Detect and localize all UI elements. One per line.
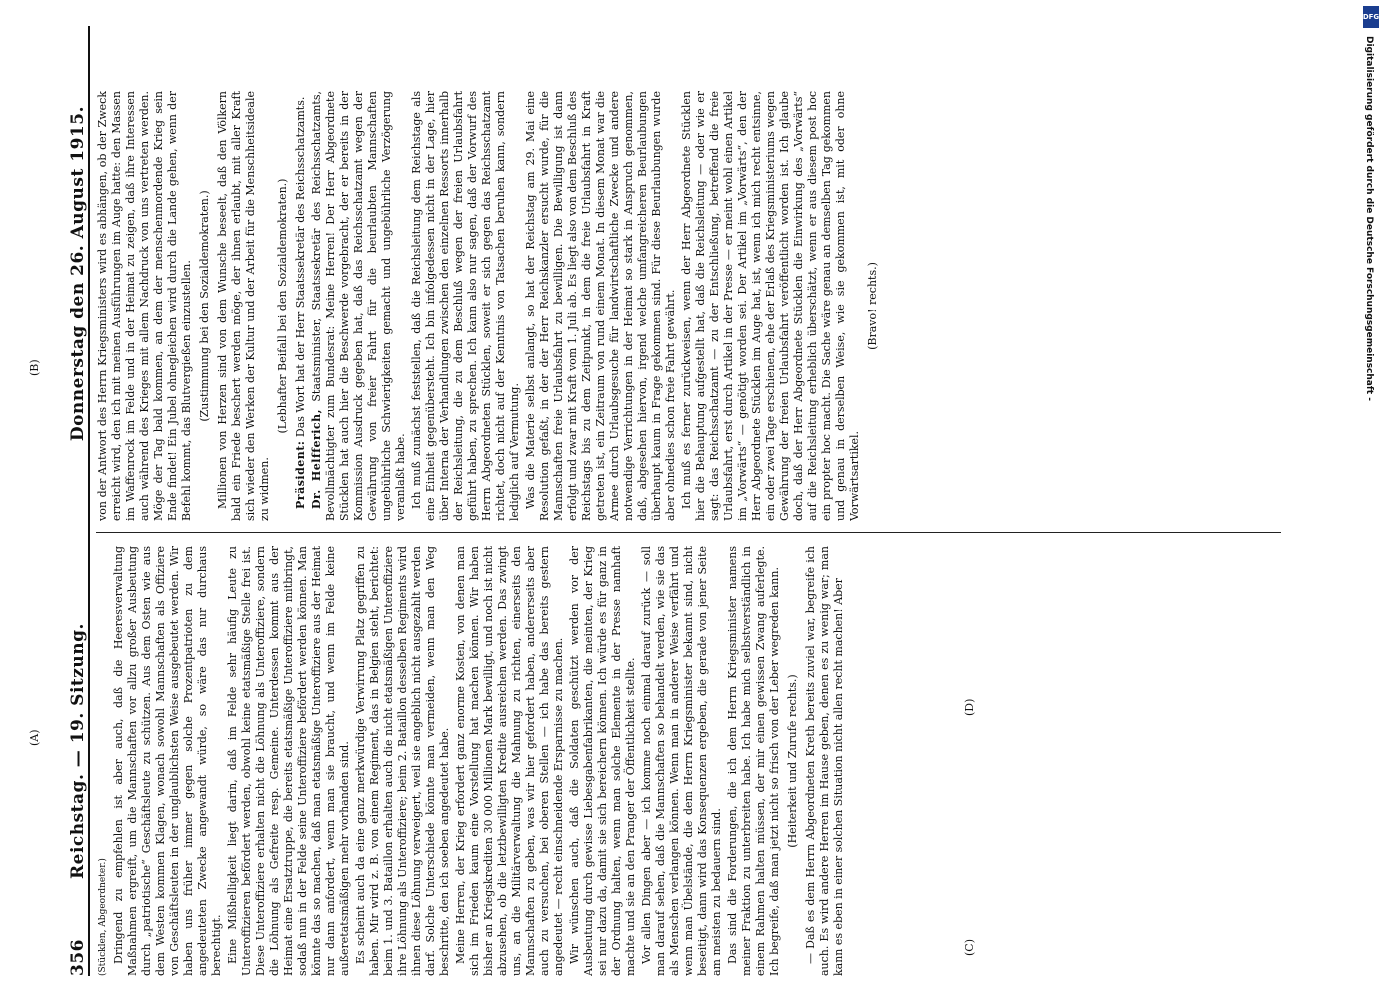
paragraph: Dringend zu empfehlen ist aber auch, daß die Heeresverwaltung Maßnahmen ergreift, um die Mannschaften vor allzu großer Ausbeutung durch „patriotische“ Geschäftsleute zu schützen. Aus dem Osten wie aus dem Westen kommen Klagen, wonach sowohl Mannschaften als Offiziere von Geschäftsleuten in der unglaublichsten Weise ausgebeutet werden. Wir haben uns früher immer gegen solche Prozentpatrioten zu dem angedeuteten Zwecke angewandt würde, so wäre das nur durchaus berechtigt.	[112, 546, 223, 976]
stage-direction: (Bravo! rechts.)	[866, 262, 879, 350]
margin-marker-d: (D)	[963, 698, 976, 716]
helfferich-statement	[310, 91, 408, 521]
left-column	[96, 546, 1281, 976]
helfferich-intro: Staatsminister, Staatssekretär des Reichsschatzamts, Bevollmächtigter zum Bundesrat: Meine Herren! Der Herr Abgeordnete Stücklen hat auch hier die Beschwerde vorgebracht, der er bereits in der Kommission Ausdruck gegeben hat, daß das Reichsschatzamt wegen der Gewährung von freier Fahrt für die beurlaubten Mannschaften ungebührliche Schwierigkeiten gemacht und ungebührliche Verzögerung veranlaßt habe.	[310, 91, 407, 521]
dfg-logo: DFG	[1363, 6, 1379, 28]
column-divider	[96, 532, 1281, 533]
digitization-credit: Digitalisierung gefördert durch die Deutsche Forschungsgemeinschaft -	[1364, 36, 1374, 401]
helfferich-speaker: Dr. Helfferich,	[310, 409, 323, 509]
right-column	[96, 91, 1281, 521]
stage-direction: (Zustimmung bei den Sozialdemokraten.)	[198, 190, 211, 422]
paragraph: Das sind die Forderungen, die ich dem Herrn Kriegsminister namens meiner Fraktion zu unterbreiten habe. Ich habe mich selbstverständlich in einem Rahmen halten müssen, der mir einen gewissen Zwang auferlegte. Ich begreife, daß man jetzt nicht so frisch von der Leber wegreden kann.	[726, 546, 781, 976]
paragraph: Meine Herren, der Krieg erfordert ganz enorme Kosten, von denen man sich im Frieden kaum eine Vorstellung hat machen können. Wir haben bisher an Kriegskrediten 30 000 Millionen Mark bewilligt, und noch ist nicht abzusehen, ob die letztbewilligten Kredite ausreichen werden. Das zwingt uns, an die Militärverwaltung die Mahnung zu richten, einerseits den Mannschaften zu geben, was wir hier gefordert haben, andererseits aber auch zu versuchen, bei oberen Stellen — ich habe das bereits gestern angedeutet — recht einschneidende Ersparnisse zu machen.	[454, 546, 565, 976]
president-statement	[294, 91, 308, 521]
session-title: Reichstag. — 19. Sitzung.	[68, 623, 88, 879]
paragraph: Was die Materie selbst anlangt, so hat der Reichstag am 29. Mai eine Resolution gefaßt, in der der Herr Reichskanzler ersucht wurde, für die Mannschaften freie Urlaubsfahrt zu bewilligen. Die Bewilligung ist dann erfolgt und zwar mit Kraft vom 1. Juli ab. Es liegt also von dem Beschluß des Reichstags bis zu dem Zeitpunkt, in dem die freie Urlaubsfahrt in Kraft getreten ist, ein Zeitraum von rund einem Monat. In diesem Monat war die Armee durch Urlaubsgesuche für landwirtschaftliche Zwecke und andere notwendige Verrichtungen in der Heimat so stark in Anspruch genommen, daß, abgesehen hiervon, irgend welche umfangreicheren Beurlaubungen überhaupt kaum in Frage gekommen sind. Für diese Beurlaubungen wurde aber ohnedies schon freie Fahrt gewährt.	[524, 91, 677, 521]
paragraph: von der Antwort des Herrn Kriegsministers wird es abhängen, ob der Zweck erreicht wird, den ich mit meinen Ausführungen im Auge hatte: den Massen im Waffenrock im Felde und in der Heimat zu zeigen, daß ihre Interessen auch während des Krieges mit allem Nachdruck von uns vertreten werden. Möge der Tag bald kommen, an dem der menschenmordende Krieg sein Ende findet! Ein Jubel ohnegleichen wird durch die Lande gehen, wenn der Befehl kommt, das Blutvergießen einzustellen.	[96, 91, 193, 521]
margin-marker-c: (C)	[963, 939, 976, 956]
paragraph: Ich muß zunächst feststellen, daß die Reichsleitung dem Reichstage als eine Einheit gegenübersteht. Ich bin infolgedessen nicht in der Lage, hier über Interna der Verhandlungen zwischen den einzelnen Ressorts innerhalb der Reichsleitung, die zu dem Beschluß wegen der freien Urlaubsfahrt geführt haben, zu sprechen. Ich kann also nur sagen, daß der Vorwurf des Herrn Abgeordneten Stücklen, soweit er sich gegen das Reichsschatzamt richtet, doch nicht auf der Kenntnis von Tatsachen beruhen kann, sondern lediglich auf Vermutung.	[410, 91, 521, 521]
paragraph: Eine Mißhelligkeit liegt darin, daß im Felde sehr häufig Leute zu Unteroffizieren befördert werden, obwohl keine etatsmäßige Stelle frei ist. Diese Unteroffiziere erhalten nicht die Löhnung als Unteroffiziere, sondern die Löhnung als Gefreite resp. Gemeine. Unterdessen kommt aus der Heimat eine Ersatztruppe, die bereits etatsmäßige Unteroffiziere mitbringt, sodaß nun in der Felde seine Unteroffiziere befördert werden können. Man könnte das so machen, daß man etatsmäßige Unteroffiziere aus der Heimat nur dann anfordert, wenn man sie braucht, und wenn im Felde keine außeretatsmäßigen mehr vorhanden sind.	[226, 546, 351, 976]
paragraph: Ich muß es ferner zurückweisen, wenn der Herr Abgeordnete Stücklen hier die Behauptung aufgestellt hat, daß die Reichsleitung — oder wie er sagt: das Reichsschatzamt — zu der Entschließung, betreffend die freie Urlaubsfahrt, erst durch Artikel in der Presse — er meint wohl einen Artikel im „Vorwärts“ — genötigt worden sei. Der Artikel im „Vorwärts“, den der Herr Abgeordnete Stücklen im Auge hat, ist, wenn ich mich recht entsinne, ein oder zwei Tage erschienen, ehe der Erlaß des Kriegsministeriums wegen Gewährung der freien Urlaubsfahrt veröffentlicht worden ist. Ich glaube doch, daß der Herr Abgeordnete Stücklen die Einwirkung des „Vorwärts“ auf die Reichsleitung erheblich überschätzt, wenn er aus diesem post hoc ein propter hoc macht. Die Sache wäre genau an demselben Tag gekommen und genau in derselben Weise, wie sie gekommen ist, mit oder ohne Vorwärtsartikel.	[680, 91, 861, 521]
margin-marker-b: (B)	[28, 359, 41, 376]
president-speaker: Präsident:	[294, 440, 307, 509]
session-date: Donnerstag den 26. August 1915.	[68, 106, 88, 442]
paragraph: — Daß es dem Herrn Abgeordneten Kreth bereits zuviel war, begreife ich auch. Es wird andere Herren im Hause geben, denen es zu wenig war; man kann es eben in einer solchen Situation nicht allen recht machen! Aber	[804, 546, 845, 976]
president-text: Das Wort hat der Herr Staatssekretär des Reichsschatzamts.	[294, 96, 307, 438]
margin-marker-a: (A)	[28, 729, 41, 746]
paragraph: Vor allen Dingen aber — ich komme noch einmal darauf zurück — soll man darauf sehen, daß die Mannschaften so behandelt werden, wie sie das als Menschen verlangen können. Wenn man in anderer Weise verfährt und wenn man Übelstände, die dem Herrn Kriegsminister bekannt sind, nicht beseitigt, dann wird das Konsequenzen ergeben, die gerade von jener Seite am meisten zu bedauern sind.	[640, 546, 723, 976]
stage-direction: (Lebhafter Beifall bei den Sozialdemokraten.)	[276, 178, 289, 434]
stage-direction: (Heiterkeit und Zurufe rechts.)	[786, 674, 799, 848]
paragraph: Wir wünschen auch, daß die Soldaten geschützt werden vor der Ausbeutung durch gewisse Liebesgabenfabrikanten, die meinten, der Krieg sei nur dazu da, damit sie sich bereichern können. Ich würde es für ganz in der Ordnung halten, wenn man solche Elemente in der Presse namhaft machte und sie an den Pranger der Öffentlichkeit stellte.	[568, 546, 637, 976]
speaker-continuation: (Stücklen, Abgeordneter.)	[98, 858, 108, 976]
paragraph: Millionen von Herzen sind von dem Wunsche beseelt, daß den Völkern bald ein Friede beschert werden möge, der ihnen erlaubt, mit aller Kraft sich wieder den Werken der Kultur und der Arbeit für die Menschheitsideale zu widmen.	[216, 91, 271, 521]
rotated-page-content	[28, 26, 1358, 976]
paragraph: Es scheint auch da eine ganz merkwürdige Verwirrung Platz gegriffen zu haben. Mir wird z. B. von einem Regiment, das in Belgien steht, berichtet: beim 1. und 3. Bataillon erhalten auch die nicht etatsmäßigen Unteroffiziere ihre Löhnung als Unteroffiziere; beim 2. Bataillon desselben Regiments wird ihnen diese Löhnung verweigert, weil sie angeblich nicht ausgezahlt werden darf. Solche Unterschiede könnte man vermeiden, wenn man den Weg beschritte, den ich soeben angedeutet habe.	[354, 546, 451, 976]
page-number: 356	[68, 939, 88, 976]
page-header	[58, 26, 90, 976]
